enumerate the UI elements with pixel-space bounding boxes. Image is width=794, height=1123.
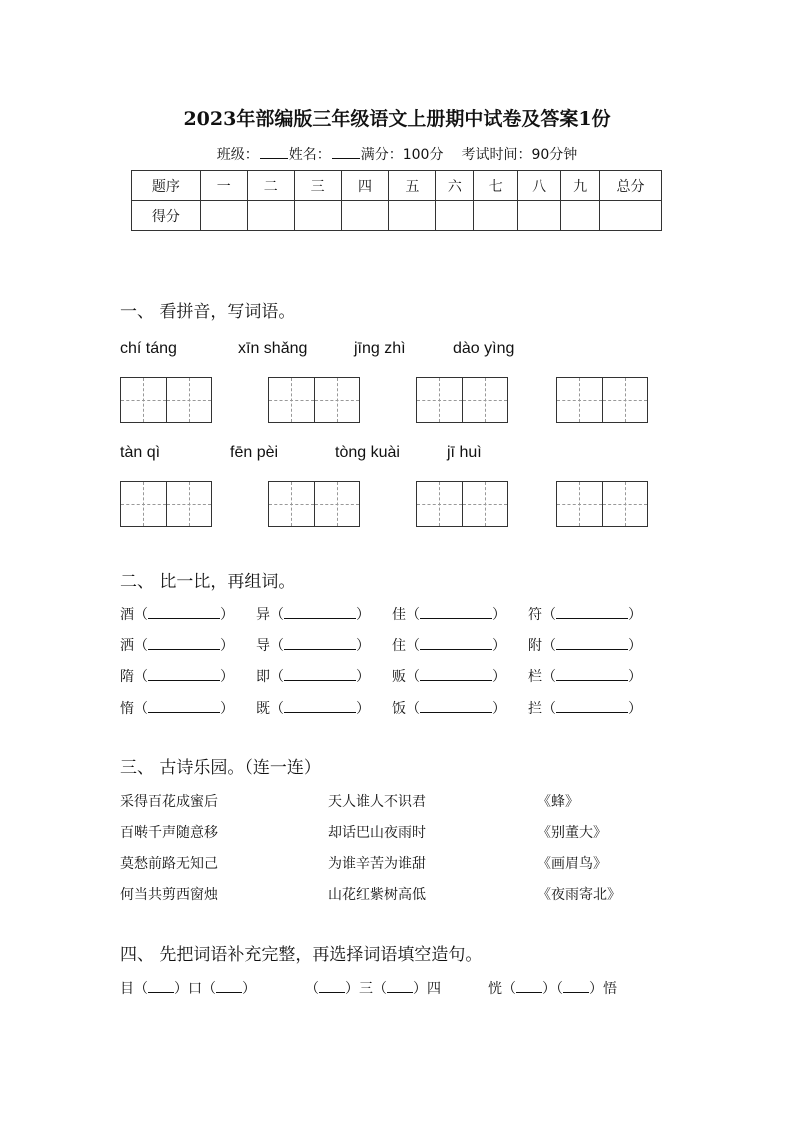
pinyin-label: xīn shǎng — [238, 340, 308, 357]
header-cell: 题序 — [132, 171, 201, 201]
idiom-fill-1: 目（ ）口（ ） — [120, 981, 256, 997]
writing-grid[interactable] — [120, 377, 212, 423]
poem-line[interactable]: 却话巴山夜雨时 — [328, 825, 426, 841]
answer-blank[interactable] — [420, 700, 492, 713]
pinyin-label: jī huì — [447, 444, 482, 461]
poem-title[interactable]: 《蜂》 — [537, 794, 579, 810]
exam-info-line — [0, 144, 794, 164]
word-item: 拦（ ） — [528, 701, 642, 717]
header-cell: 二 — [247, 171, 294, 201]
score-cell[interactable] — [341, 201, 389, 231]
answer-blank[interactable] — [148, 980, 174, 993]
word-item: 既（ ） — [256, 701, 370, 717]
header-cell: 九 — [561, 171, 600, 201]
answer-blank[interactable] — [319, 980, 345, 993]
header-cell: 六 — [436, 171, 474, 201]
answer-blank[interactable] — [148, 606, 220, 619]
pinyin-label: jīng zhì — [354, 340, 406, 357]
poem-line[interactable]: 天人谁人不识君 — [328, 794, 426, 810]
writing-grid[interactable] — [556, 377, 648, 423]
word-item: 栏（ ） — [528, 669, 642, 685]
idiom-fill-3: 恍（ ）（ ）悟 — [488, 981, 617, 997]
row-label: 得分 — [132, 201, 201, 231]
answer-blank[interactable] — [284, 668, 356, 681]
poem-line[interactable]: 采得百花成蜜后 — [120, 794, 218, 810]
poem-title[interactable]: 《画眉鸟》 — [537, 856, 607, 872]
pinyin-label: fēn pèi — [230, 444, 279, 461]
answer-blank[interactable] — [556, 606, 628, 619]
document-title: 2023年部编版三年级语文上册期中试卷及答案1份 — [183, 108, 611, 130]
header-cell: 三 — [294, 171, 341, 201]
header-cell: 四 — [341, 171, 389, 201]
class-label: 班级： — [216, 147, 259, 163]
score-table — [131, 170, 662, 231]
word-item: 附（ ） — [528, 638, 642, 654]
poem-line[interactable]: 何当共剪西窗烛 — [120, 887, 218, 903]
writing-grid[interactable] — [416, 377, 508, 423]
poem-title[interactable]: 《夜雨寄北》 — [537, 887, 621, 903]
word-item: 符（ ） — [528, 607, 642, 623]
word-item: 洒（ ） — [120, 638, 234, 654]
answer-blank[interactable] — [387, 980, 413, 993]
word-item: 酒（ ） — [120, 607, 234, 623]
score-cell[interactable] — [518, 201, 561, 231]
answer-blank[interactable] — [284, 637, 356, 650]
pinyin-label: tàn qì — [120, 444, 161, 461]
exam-time: 考试时间：90分钟 — [461, 147, 578, 163]
name-label: 姓名： — [288, 147, 331, 163]
word-item: 异（ ） — [256, 607, 370, 623]
answer-blank[interactable] — [556, 637, 628, 650]
idiom-fill-2: （ ）三（ ）四 — [305, 981, 441, 997]
score-table-header-row — [132, 171, 662, 201]
word-item: 饭（ ） — [392, 701, 506, 717]
score-cell[interactable] — [389, 201, 436, 231]
writing-grid[interactable] — [416, 481, 508, 527]
word-item: 惰（ ） — [120, 701, 234, 717]
pinyin-label: chí táng — [120, 340, 177, 357]
pinyin-label: dào yìng — [453, 340, 515, 357]
section3-title: 三、 古诗乐园。（连一连） — [120, 758, 321, 778]
full-marks: 满分：100分 — [360, 147, 444, 163]
answer-blank[interactable] — [284, 606, 356, 619]
poem-line[interactable]: 山花红紫树高低 — [328, 887, 426, 903]
header-cell: 八 — [518, 171, 561, 201]
answer-blank[interactable] — [516, 980, 542, 993]
word-item: 住（ ） — [392, 638, 506, 654]
score-cell[interactable] — [561, 201, 600, 231]
name-blank[interactable] — [332, 145, 360, 159]
section4-title: 四、 先把词语补充完整，再选择词语填空造句。 — [120, 945, 483, 965]
writing-grid[interactable] — [268, 377, 360, 423]
word-item: 导（ ） — [256, 638, 370, 654]
answer-blank[interactable] — [148, 668, 220, 681]
answer-blank[interactable] — [420, 668, 492, 681]
answer-blank[interactable] — [216, 980, 242, 993]
poem-line[interactable]: 百啭千声随意移 — [120, 825, 218, 841]
score-cell[interactable] — [474, 201, 518, 231]
score-cell[interactable] — [600, 201, 662, 231]
poem-line[interactable]: 莫愁前路无知己 — [120, 856, 218, 872]
section2-title: 二、 比一比，再组词。 — [120, 572, 296, 592]
header-cell: 一 — [200, 171, 247, 201]
score-cell[interactable] — [436, 201, 474, 231]
word-item: 即（ ） — [256, 669, 370, 685]
answer-blank[interactable] — [148, 637, 220, 650]
writing-grid[interactable] — [556, 481, 648, 527]
score-cell[interactable] — [200, 201, 247, 231]
answer-blank[interactable] — [148, 700, 220, 713]
score-cell[interactable] — [247, 201, 294, 231]
score-cell[interactable] — [294, 201, 341, 231]
answer-blank[interactable] — [284, 700, 356, 713]
header-cell: 总分 — [600, 171, 662, 201]
section1-title: 一、 看拼音，写词语。 — [120, 302, 296, 322]
word-item: 佳（ ） — [392, 607, 506, 623]
answer-blank[interactable] — [420, 637, 492, 650]
poem-title[interactable]: 《别董大》 — [537, 825, 607, 841]
word-item: 贩（ ） — [392, 669, 506, 685]
answer-blank[interactable] — [556, 668, 628, 681]
answer-blank[interactable] — [556, 700, 628, 713]
writing-grid[interactable] — [120, 481, 212, 527]
answer-blank[interactable] — [563, 980, 589, 993]
class-blank[interactable] — [260, 145, 288, 159]
word-item: 隋（ ） — [120, 669, 234, 685]
header-cell: 七 — [474, 171, 518, 201]
answer-blank[interactable] — [420, 606, 492, 619]
writing-grid[interactable] — [268, 481, 360, 527]
header-cell: 五 — [389, 171, 436, 201]
pinyin-label: tòng kuài — [335, 444, 400, 461]
score-table-score-row — [132, 201, 662, 231]
poem-line[interactable]: 为谁辛苦为谁甜 — [328, 856, 426, 872]
